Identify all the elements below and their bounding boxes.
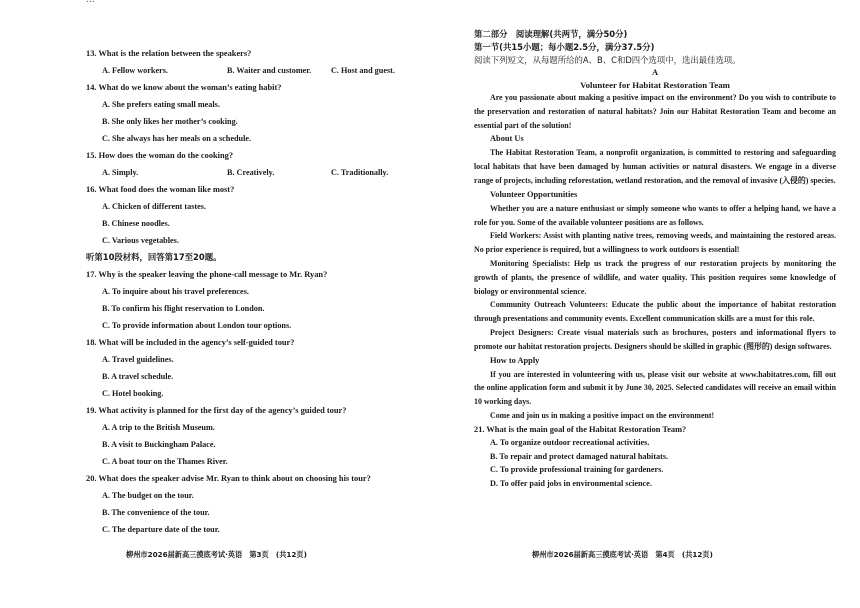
option[interactable]: A. Chicken of different tastes. (102, 202, 206, 211)
option[interactable]: B. A travel schedule. (102, 372, 174, 381)
apply-heading: How to Apply (490, 355, 540, 365)
question-15: 15. How does the woman do the cooking? (86, 151, 234, 160)
option[interactable]: B. She only likes her mother’s cooking. (102, 117, 238, 126)
option[interactable]: C. Host and guest. (331, 66, 395, 75)
about-heading: About Us (490, 134, 524, 144)
question-18: 18. What will be included in the agency’s self-guided tour? (86, 338, 295, 347)
option[interactable]: C. A boat tour on the Thames River. (102, 457, 228, 466)
option[interactable]: B. Creatively. (227, 168, 275, 177)
section-heading: 第一节(共15小题；每小题2.5分，满分37.5分) (474, 42, 655, 52)
option[interactable]: A. Travel guidelines. (102, 355, 174, 364)
option[interactable]: C. The departure date of the tour. (102, 525, 220, 534)
option[interactable]: C. Hotel booking. (102, 389, 164, 398)
option[interactable]: B. To confirm his flight reservation to London. (102, 304, 265, 313)
role-field-workers: Field Workers: Assist with planting native trees, removing weeds, and maintaining the restored areas. No prior experience is required, but a willingness to work outdoors is essential! (474, 231, 836, 255)
instruction: 阅读下列短文，从每题所给的A、B、C和D四个选项中，选出最佳选项。 (474, 55, 741, 65)
option[interactable]: B. The convenience of the tour. (102, 508, 210, 517)
option[interactable]: A. Fellow workers. (102, 66, 168, 75)
role-designers: Project Designers: Create visual materials such as brochures, posters and informational flyers to promote our habitat restoration projects. Designers should be skilled in graphic (图形的) design softwares. (474, 327, 836, 351)
opportunities-heading: Volunteer Opportunities (490, 189, 578, 199)
page-footer: 柳州市2026届新高三摸底考试·英语 第4页 (共12页) (532, 550, 713, 559)
question-17: 17. Why is the speaker leaving the phone-call message to Mr. Ryan? (86, 270, 328, 279)
option[interactable]: A. A trip to the British Museum. (102, 423, 215, 432)
closing-line: Come and join us in making a positive impact on the environment! (490, 410, 715, 420)
top-fragment (86, 0, 95, 5)
section-note: 听第10段材料，回答第17至20题。 (86, 252, 222, 262)
passage-title: Volunteer for Habitat Restoration Team (580, 80, 730, 90)
option[interactable]: C. Traditionally. (331, 168, 389, 177)
option[interactable]: C. Various vegetables. (102, 236, 179, 245)
apply-paragraph: If you are interested in volunteering with us, please visit our website at www.habitatres.com, fill out the online application form and submit it by June 30, 2025. Selected candidates will receive an email within 10 working days. (474, 369, 836, 407)
reading-section (474, 28, 836, 490)
option[interactable]: B. Waiter and customer. (227, 66, 312, 75)
option[interactable]: A. To inquire about his travel preferences. (102, 287, 249, 296)
option[interactable]: A. She prefers eating small meals. (102, 100, 220, 109)
option[interactable]: B. Chinese noodles. (102, 219, 170, 228)
option[interactable]: A. Simply. (102, 168, 139, 177)
passage-letter: A (651, 68, 659, 77)
question-13: 13. What is the relation between the speakers? (86, 49, 252, 58)
option[interactable]: B. To repair and protect damaged natural habitats. (490, 451, 669, 461)
question-20: 20. What does the speaker advise Mr. Ryan to think about on choosing his tour? (86, 474, 371, 483)
question-19: 19. What activity is planned for the first day of the agency’s guided tour? (86, 406, 347, 415)
right-page (430, 0, 860, 608)
option[interactable]: A. The budget on the tour. (102, 491, 194, 500)
part-heading: 第二部分 阅读理解(共两节，满分50分) (474, 29, 628, 39)
option[interactable]: C. She always has her meals on a schedule. (102, 134, 252, 143)
opportunities-intro: Whether you are a nature enthusiast or simply someone who wants to offer a helping hand, we have a role for you. Some of the available volunteer positions are as follows. (474, 203, 836, 227)
page-footer: 柳州市2026届新高三摸底考试·英语 第3页 (共12页) (126, 550, 307, 559)
option[interactable]: C. To provide information about London tour options. (102, 321, 292, 330)
question-14: 14. What do we know about the woman’s eating habit? (86, 83, 282, 92)
role-outreach: Community Outreach Volunteers: Educate the public about the importance of habitat restoration through presentations and community events. Excellent communication skills are a must for this role. (474, 300, 836, 324)
option[interactable]: C. To provide professional training for gardeners. (490, 465, 664, 475)
question-21: 21. What is the main goal of the Habitat Restoration Team? (474, 424, 687, 434)
option[interactable]: D. To offer paid jobs in environmental science. (490, 478, 652, 488)
options-15 (86, 167, 426, 178)
role-monitoring: Monitoring Specialists: Help us track the progress of our restoration projects by monitoring the growth of plants, the presence of wildlife, and water quality. This position requires some knowledge of biology or environmental science. (474, 258, 836, 296)
intro-paragraph: Are you passionate about making a positive impact on the environment? Do you wish to contribute to the preservation and restoration of natural habitats? Join our Habitat Restoration Team and become an essential part of the solution! (474, 93, 836, 130)
options-13 (86, 65, 426, 76)
option[interactable]: B. A visit to Buckingham Palace. (102, 440, 216, 449)
about-paragraph: The Habitat Restoration Team, a nonprofit organization, is committed to restoring and safeguarding local habitats that have been damaged by human activities or natural disasters. We engage in a diverse range of projects, including reforestation, wetland restoration, and the removal of invasive (入侵的) species. (474, 148, 836, 185)
question-16: 16. What food does the woman like most? (86, 185, 235, 194)
option[interactable]: A. To organize outdoor recreational activities. (490, 438, 650, 448)
questions-13-16 (86, 48, 426, 535)
